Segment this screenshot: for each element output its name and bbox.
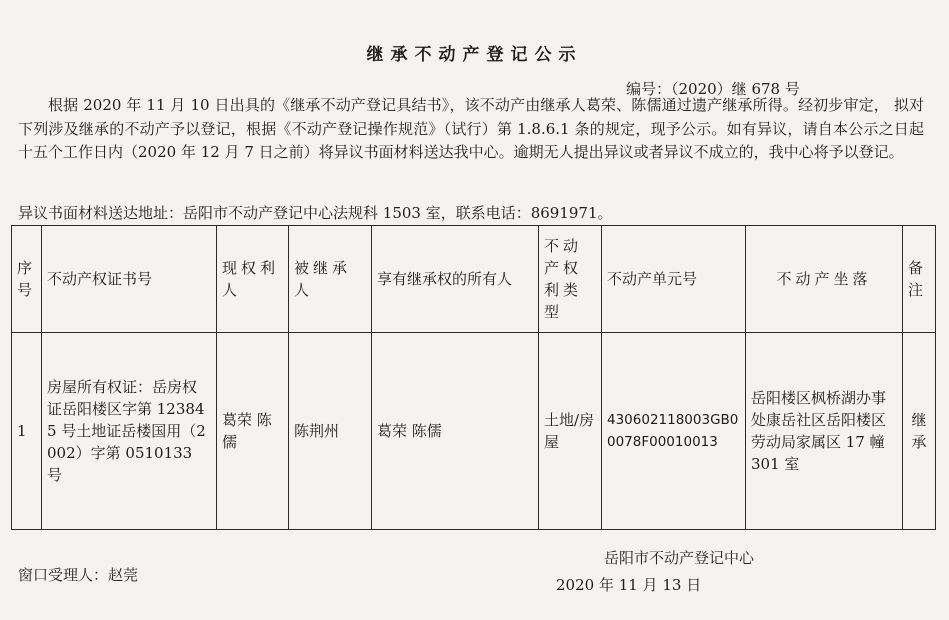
cell-seq: 1: [12, 333, 42, 530]
cell-deceased: 陈荆州: [289, 333, 372, 530]
header-remark: 备注: [903, 226, 936, 333]
header-holder: 现权利人: [217, 226, 289, 333]
table-header-row: [12, 226, 936, 333]
objection-address: 异议书面材料送达地址：岳阳市不动产登记中心法规科 1503 室，联系电话：8691971。: [18, 204, 613, 222]
body-paragraph: 根据 2020 年 11 月 10 日出具的《继承不动产登记具结书》，该不动产由继承人葛荣、陈儒通过遗产继承所得。经初步审定， 拟对下列涉及继承的不动产予以登记，根据《不动产登记操作规范》（试行）第 1.8.6.1 条的规定，现予公示。如有异议，请自本公示之日起十五个工作日内（2020 年 12 月 7 日之前）将异议书面材料送达我中心。逾期无人提出异议或者异议不成立的，我中心将予以登记。: [18, 96, 924, 161]
cell-heirs: 葛荣 陈儒: [372, 333, 539, 530]
cell-location: 岳阳楼区枫桥湖办事处康岳社区岳阳楼区劳动局家属区 17 幢 301 室: [746, 333, 903, 530]
header-deceased: 被继承人: [289, 226, 372, 333]
cell-remark: 继承: [903, 333, 936, 530]
document-number: 编号：（2020）继 678 号: [626, 80, 800, 98]
document-title: 继承不动产登记公示: [366, 45, 583, 65]
header-unit: 不动产单元号: [602, 226, 746, 333]
header-cert: 不动产权证书号: [42, 226, 217, 333]
header-heirs: 享有继承权的所有人: [372, 226, 539, 333]
header-seq: 序号: [12, 226, 42, 333]
table-row: [12, 333, 936, 530]
inheritance-table: [11, 225, 936, 530]
cell-holder: 葛荣 陈儒: [217, 333, 289, 530]
issuing-authority: 岳阳市不动产登记中心: [604, 549, 755, 567]
notice-body: [18, 94, 924, 165]
window-clerk: 窗口受理人：赵莞: [18, 566, 139, 584]
issue-date: 2020 年 11 月 13 日: [556, 576, 702, 594]
header-type: 不动产权利类型: [539, 226, 602, 333]
cell-unit: 430602118003GB00078F00010013: [602, 333, 746, 530]
cell-cert: 房屋所有权证：岳房权证岳阳楼区字第 123845 号土地证岳楼国用（2002）字第 0510133 号: [42, 333, 217, 530]
cell-type: 土地/房屋: [539, 333, 602, 530]
header-location: 不动产坐落: [746, 226, 903, 333]
